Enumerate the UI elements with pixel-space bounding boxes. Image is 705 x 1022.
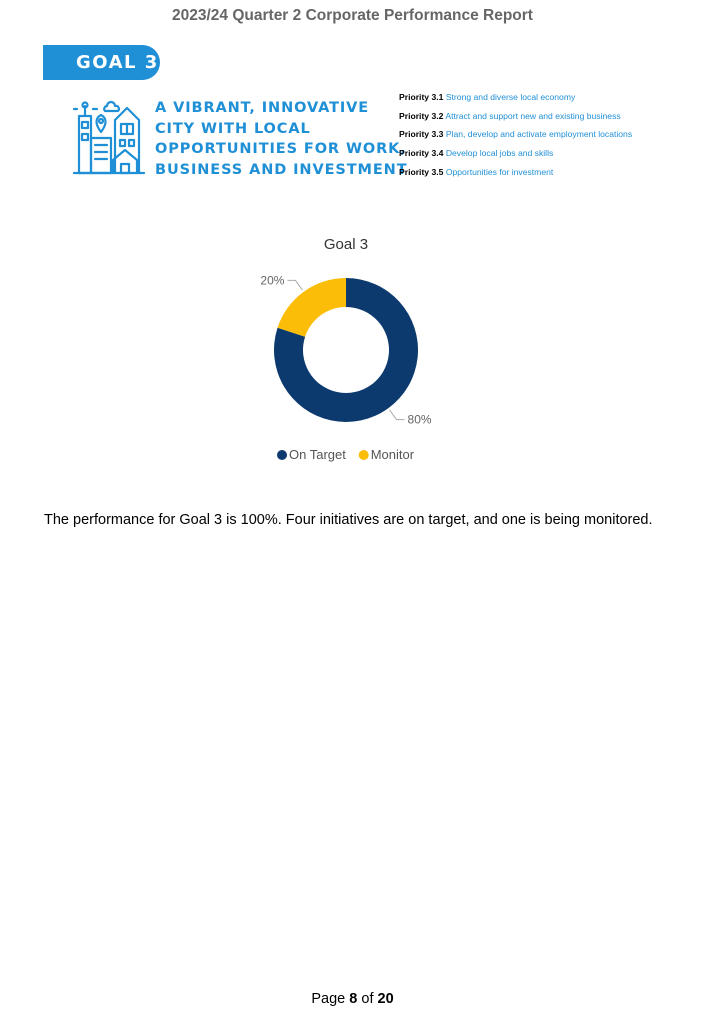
goal-title-line: OPPORTUNITIES FOR WORK, xyxy=(155,141,407,158)
legend-marker xyxy=(359,450,369,460)
goal-badge: GOAL 3 xyxy=(43,45,160,80)
legend-label: Monitor xyxy=(370,447,415,462)
donut-svg xyxy=(230,225,470,475)
priority-item xyxy=(399,146,699,165)
goal-title-line: CITY WITH LOCAL xyxy=(155,120,311,137)
legend-marker xyxy=(277,450,287,460)
slice-leader-line xyxy=(389,410,404,420)
donut-slice-monitor xyxy=(278,278,346,337)
priority-item xyxy=(399,127,699,146)
performance-summary: The performance for Goal 3 is 100%. Four initiatives are on target, and one is being monitored. xyxy=(44,512,653,528)
goal-title-line: BUSINESS AND INVESTMENT xyxy=(155,162,408,179)
page-total: 20 xyxy=(377,991,394,1007)
goal-donut-chart xyxy=(230,225,470,475)
priority-text: Plan, develop and activate employment locations xyxy=(445,129,633,140)
city-buildings-icon xyxy=(73,98,145,178)
priority-number: Priority 3.5 xyxy=(399,166,444,177)
chart-title: Goal 3 xyxy=(323,236,369,253)
slice-data-label: 80% xyxy=(407,412,432,427)
priority-item xyxy=(399,109,699,128)
priority-text: Develop local jobs and skills xyxy=(445,148,554,159)
goal-title-line: A VIBRANT, INNOVATIVE xyxy=(155,100,370,116)
priority-item xyxy=(399,165,699,184)
page-footer xyxy=(0,991,705,1007)
priority-item xyxy=(399,90,699,109)
page-label: Page xyxy=(311,991,346,1007)
priority-text: Attract and support new and existing business xyxy=(445,110,621,121)
priority-number: Priority 3.4 xyxy=(399,148,444,159)
page-sep: of xyxy=(361,991,374,1007)
priority-list xyxy=(399,90,699,183)
goal-title xyxy=(155,98,408,181)
priority-text: Strong and diverse local economy xyxy=(445,92,576,102)
page-number: 8 xyxy=(349,991,358,1007)
report-title: 2023/24 Quarter 2 Corporate Performance Report xyxy=(172,7,533,24)
priority-text: Opportunities for investment xyxy=(445,166,554,177)
slice-leader-line xyxy=(287,280,302,290)
priority-number: Priority 3.3 xyxy=(399,129,444,140)
slice-data-label: 20% xyxy=(260,273,285,288)
legend-label: On Target xyxy=(289,447,346,462)
priority-number: Priority 3.2 xyxy=(399,110,444,121)
priority-number: Priority 3.1 xyxy=(399,92,444,102)
